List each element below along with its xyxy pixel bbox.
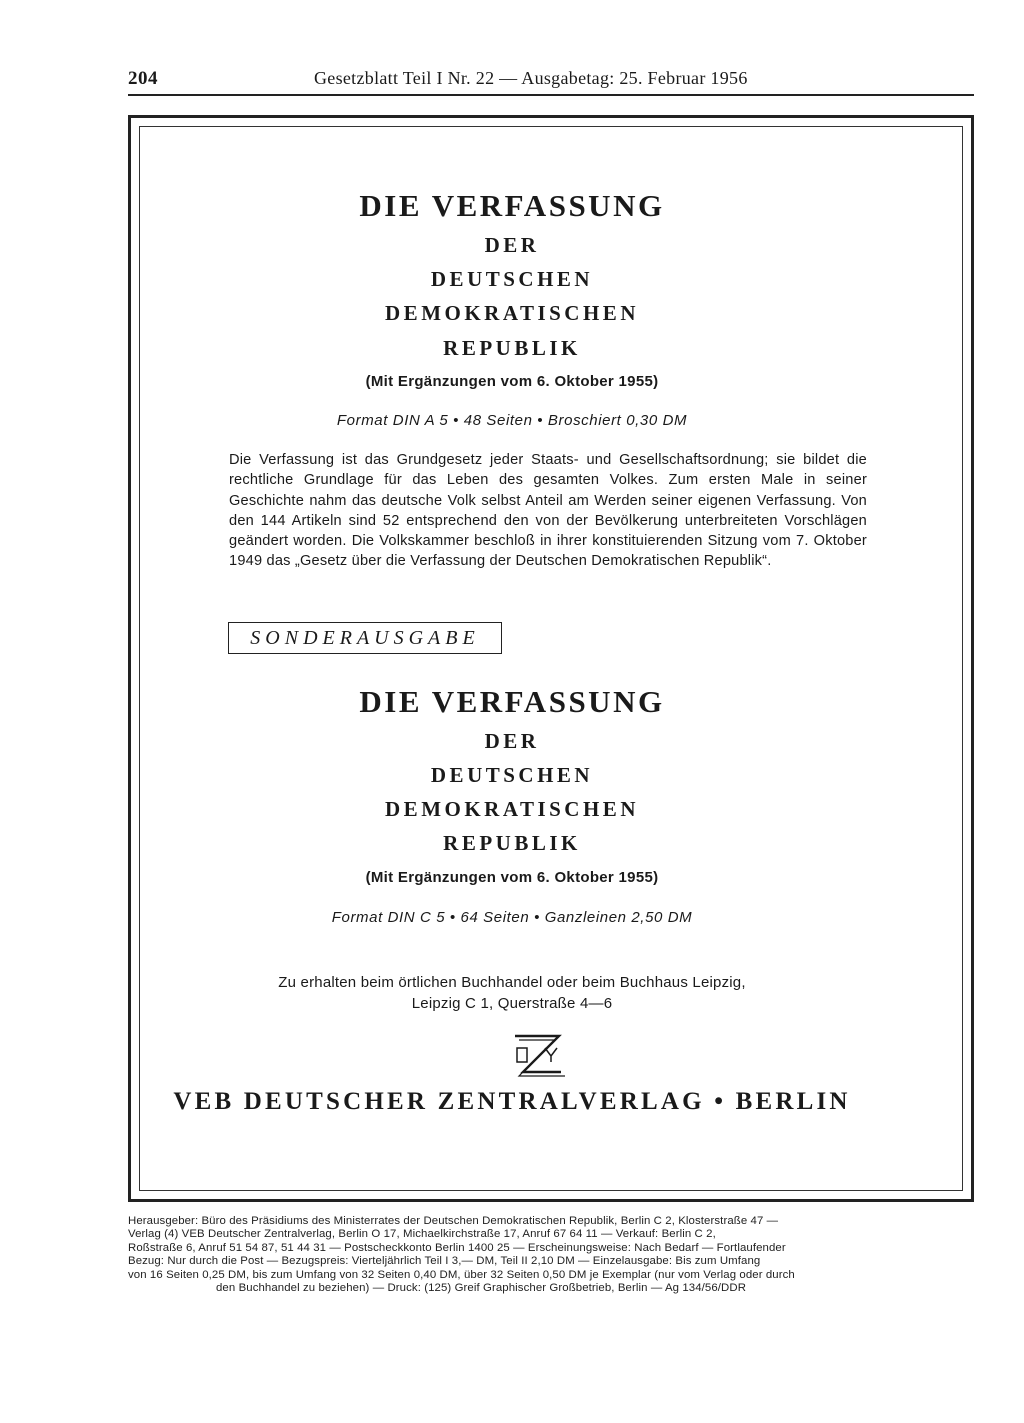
imprint-line-3: Roßstraße 6, Anruf 51 54 87, 51 44 31 — Postscheckkonto Berlin 1400 25 — Erscheinungsweise: Nach Bedarf — Fortlaufender (128, 1241, 786, 1254)
imprint (128, 1215, 976, 1295)
first-edition-format: Format DIN A 5 • 48 Seiten • Broschiert 0,30 DM (336, 412, 688, 429)
page-header (128, 68, 974, 94)
special-edition-label: SONDERAUSGABE (228, 622, 502, 654)
first-edition-note: (Mit Ergänzungen vom 6. Oktober 1955) (365, 373, 659, 390)
imprint-line-2: Verlag (4) VEB Deutscher Zentralverlag, Berlin O 17, Michaelkirchstraße 17, Anruf 67 64 11 — Verkauf: Berlin C 2, (128, 1228, 716, 1241)
imprint-line-5: von 16 Seiten 0,25 DM, bis zum Umfang von 32 Seiten 0,40 DM, über 32 Seiten 0,50 DM je Exemplar (nur vom Verlag oder durch (128, 1268, 795, 1281)
first-edition-line-deutschen: DEUTSCHEN (430, 267, 594, 291)
page-number: 204 (128, 68, 158, 89)
first-edition-title: DIE VERFASSUNG (359, 188, 665, 223)
first-edition-line-der: DER (484, 233, 540, 257)
order-info-line-2: Leipzig C 1, Querstraße 4—6 (411, 995, 613, 1012)
imprint-line-1: Herausgeber: Büro des Präsidiums des Ministerrates der Deutschen Demokratischen Republik, Berlin C 2, Klosterstraße 47 — (128, 1215, 779, 1227)
special-edition-format: Format DIN C 5 • 64 Seiten • Ganzleinen 2,50 DM (331, 909, 693, 926)
header-rule (128, 94, 974, 96)
first-edition-line-republik: REPUBLIK (443, 336, 581, 360)
running-head: Gesetzblatt Teil I Nr. 22 — Ausgabetag: 25. Februar 1956 (314, 68, 748, 88)
publisher-name: VEB DEUTSCHER ZENTRALVERLAG • BERLIN (173, 1088, 851, 1115)
first-edition-description: Die Verfassung ist das Grundgesetz jeder Staats- und Gesellschaftsordnung; sie bildet die rechtliche Grundlage für das Leben des gesamten Volkes. Zum ersten Male in seiner Geschichte nahm das deutsche Volk selbst Anteil am Werden seiner eigenen Verfassung. Von den 144 Artikeln sind 52 entsprechend den von der Bevölkerung unterbreiteten Vorschlägen geändert worden. Die Volkskammer beschloß in ihrer konstituierenden Sitzung vom 7. Oktober 1949 das „Gesetz über die Verfassung der Deutschen Demokratischen Republik“. (229, 452, 867, 570)
special-edition-line-demokratischen: DEMOKRATISCHEN (385, 797, 639, 821)
imprint-line-6: den Buchhandel zu beziehen) — Druck: (125) Greif Graphischer Großbetrieb, Berlin — Ag 134/56/DDR (216, 1282, 747, 1295)
order-info-line-1: Zu erhalten beim örtlichen Buchhandel oder beim Buchhaus Leipzig, (278, 974, 746, 991)
special-edition-line-der: DER (484, 729, 540, 753)
imprint-line-4: Bezug: Nur durch die Post — Bezugspreis: Vierteljährlich Teil I 3,— DM, Teil II 2,10 DM — Einzelausgabe: Bis zum Umfang (128, 1255, 761, 1268)
special-edition-note: (Mit Ergänzungen vom 6. Oktober 1955) (365, 869, 659, 886)
first-edition-line-demokratischen: DEMOKRATISCHEN (385, 301, 639, 325)
order-info (0, 972, 1024, 1014)
special-edition-line-republik: REPUBLIK (443, 831, 581, 855)
special-edition-line-deutschen: DEUTSCHEN (430, 763, 594, 787)
zentralverlag-logo-icon (505, 1032, 571, 1080)
special-edition-title: DIE VERFASSUNG (359, 684, 665, 719)
